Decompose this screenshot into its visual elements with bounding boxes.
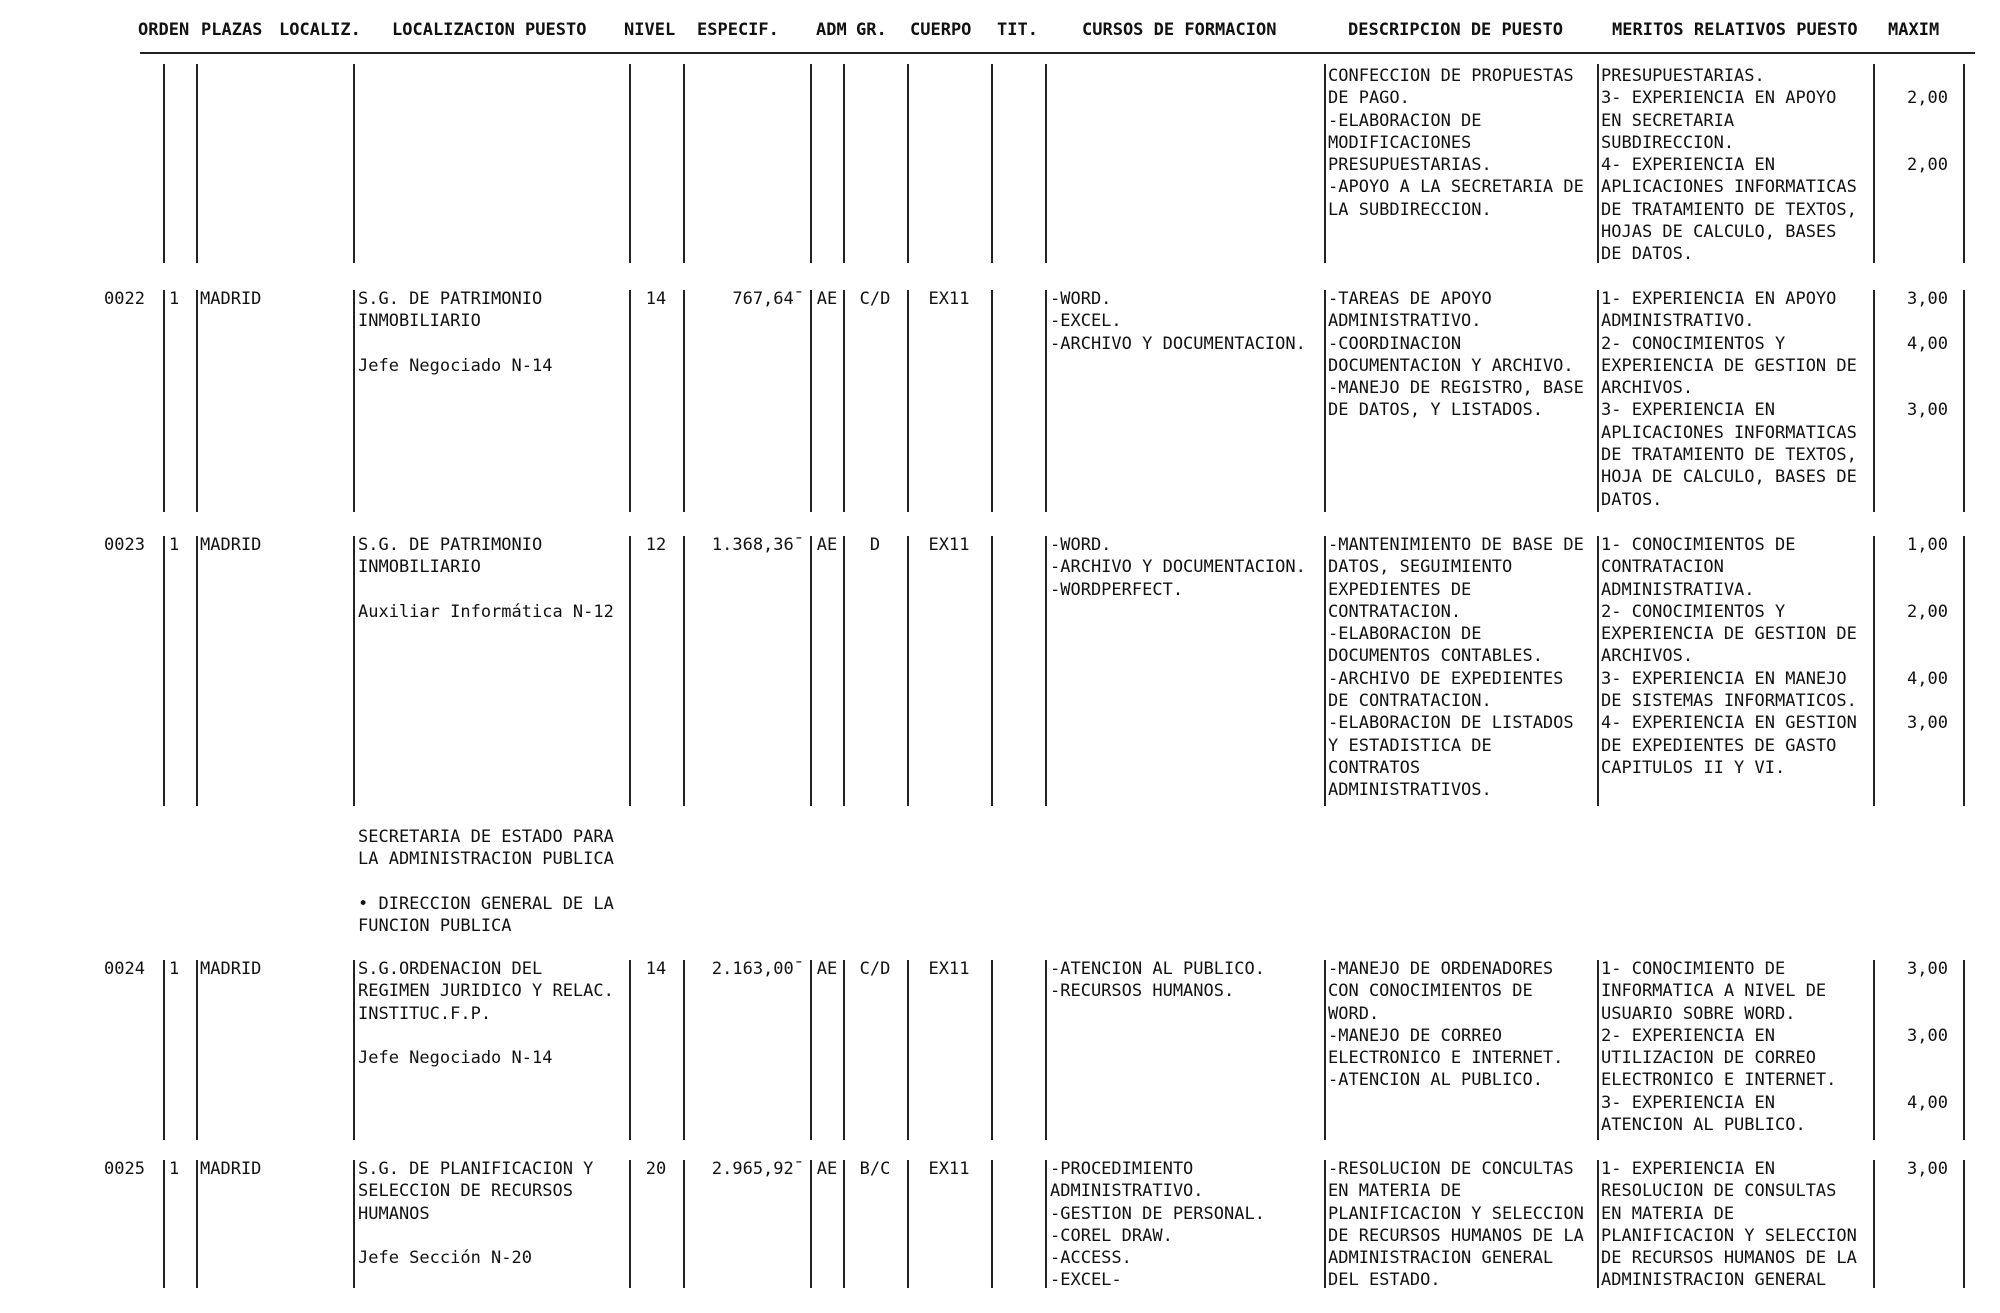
row-cursos: -PROCEDIMIENTO ADMINISTRATIVO. -GESTION DE PERSONAL. -COREL DRAW. -ACCESS. -EXCEL- [1050, 1159, 1265, 1291]
header-orden: ORDEN [138, 20, 190, 40]
row-adm: AE [816, 1159, 838, 1179]
header-tit: TIT. [997, 20, 1038, 40]
section-direccion: • DIRECCION GENERAL DE LA FUNCION PUBLICA [358, 894, 614, 937]
row-localiz: MADRID [200, 289, 262, 309]
row-nivel: 14 [645, 289, 667, 309]
header-descripcion: DESCRIPCION DE PUESTO [1348, 20, 1563, 40]
row-maxim: 3,00 4,00 3,00 [1907, 289, 1948, 421]
row-nivel: 12 [645, 535, 667, 555]
row-cursos: -ATENCION AL PUBLICO. -RECURSOS HUMANOS. [1050, 959, 1265, 1002]
header-localiz: LOCALIZ. [279, 20, 361, 40]
row-gr: C/D [859, 289, 891, 309]
header-nivel: NIVEL [624, 20, 676, 40]
header-rule [140, 52, 1975, 54]
row-plazas: 1 [169, 535, 180, 555]
row-meritos: 1- EXPERIENCIA EN RESOLUCION DE CONSULTAS EN MATERIA DE PLANIFICACION Y SELECCION DE RECURSOS HUMANOS DE LA ADMINISTRACION GENERAL [1601, 1159, 1857, 1291]
header-plazas: PLAZAS [201, 20, 263, 40]
row-descripcion: -MANTENIMIENTO DE BASE DE DATOS, SEGUIMIENTO EXPEDIENTES DE CONTRATACION. -ELABORACION DE DOCUMENTOS CONTABLES. -ARCHIVO DE EXPEDIENTES DE CONTRATACION. -ELABORACION DE LISTADOS Y ESTADISTICA DE CONTRATOS ADMINISTRATIVOS. [1328, 535, 1584, 801]
header-adm: ADM [816, 20, 847, 40]
row-especif: 2.163,00¯ [711, 959, 804, 979]
header-cursos: CURSOS DE FORMACION [1082, 20, 1277, 40]
row-orden: 0023 [104, 535, 145, 555]
row-unidad: S.G. DE PLANIFICACION Y SELECCION DE RECURSOS HUMANOS [358, 1159, 594, 1224]
row-cursos: -WORD. -ARCHIVO Y DOCUMENTACION. -WORDPERFECT. [1050, 535, 1306, 600]
row-orden: 0024 [104, 959, 145, 979]
header-maxim: MAXIM [1888, 20, 1940, 40]
row-cuerpo: EX11 [928, 959, 970, 979]
row-descripcion: -RESOLUCION DE CONCULTAS EN MATERIA DE PLANIFICACION Y SELECCION DE RECURSOS HUMANOS DE LA ADMINISTRACION GENERAL DEL ESTADO. [1328, 1159, 1584, 1291]
row-plazas: 1 [169, 959, 180, 979]
row-orden: 0025 [104, 1159, 145, 1179]
row-puesto: Auxiliar Informática N-12 [358, 602, 614, 622]
section-secretaria: SECRETARIA DE ESTADO PARA LA ADMINISTRACION PUBLICA [358, 827, 614, 870]
row-orden: 0022 [104, 289, 145, 309]
row-descripcion: -TAREAS DE APOYO ADMINISTRATIVO. -COORDINACION DOCUMENTACION Y ARCHIVO. -MANEJO DE REGISTRO, BASE DE DATOS, Y LISTADOS. [1328, 289, 1584, 421]
header-especif: ESPECIF. [697, 20, 779, 40]
row-plazas: 1 [169, 289, 180, 309]
row-nivel: 20 [645, 1159, 667, 1179]
row-unidad: S.G. DE PATRIMONIO INMOBILIARIO [358, 289, 543, 332]
row-puesto: Jefe Negociado N-14 [358, 356, 553, 376]
continuation-maxim: 2,00 2,00 [1907, 88, 1948, 176]
row-descripcion: -MANEJO DE ORDENADORES CON CONOCIMIENTOS DE WORD. -MANEJO DE CORREO ELECTRONICO E INTERNET. -ATENCION AL PUBLICO. [1328, 959, 1564, 1091]
header-meritos: MERITOS RELATIVOS PUESTO [1612, 20, 1858, 40]
row-meritos: 1- EXPERIENCIA EN APOYO ADMINISTRATIVO. 2- CONOCIMIENTOS Y EXPERIENCIA DE GESTION DE ARCHIVOS. 3- EXPERIENCIA EN APLICACIONES INFORMATICAS DE TRATAMIENTO DE TEXTOS, HOJA DE CALCULO, BASES DE DATOS. [1601, 289, 1857, 510]
row-localiz: MADRID [200, 1159, 262, 1179]
row-cuerpo: EX11 [928, 289, 970, 309]
row-maxim: 3,00 3,00 4,00 [1907, 959, 1948, 1113]
row-meritos: 1- CONOCIMIENTOS DE CONTRATACION ADMINISTRATIVA. 2- CONOCIMIENTOS Y EXPERIENCIA DE GESTION DE ARCHIVOS. 3- EXPERIENCIA EN MANEJO DE SISTEMAS INFORMATICOS. 4- EXPERIENCIA EN GESTION DE EXPEDIENTES DE GASTO CAPITULOS II Y VI. [1601, 535, 1857, 778]
row-cursos: -WORD. -EXCEL. -ARCHIVO Y DOCUMENTACION. [1050, 289, 1306, 354]
row-cuerpo: EX11 [928, 1159, 970, 1179]
row-adm: AE [816, 535, 838, 555]
row-nivel: 14 [645, 959, 667, 979]
header-gr: GR. [856, 20, 887, 40]
row-localiz: MADRID [200, 535, 262, 555]
row-especif: 2.965,92¯ [711, 1159, 804, 1179]
row-especif: 767,64¯ [732, 289, 804, 309]
row-puesto: Jefe Negociado N-14 [358, 1048, 553, 1068]
row-cuerpo: EX11 [928, 535, 970, 555]
continuation-descripcion: CONFECCION DE PROPUESTAS DE PAGO. -ELABORACION DE MODIFICACIONES PRESUPUESTARIAS. -APOYO A LA SECRETARIA DE LA SUBDIRECCION. [1328, 66, 1584, 220]
row-gr: B/C [859, 1159, 891, 1179]
header-localizacion-puesto: LOCALIZACION PUESTO [392, 20, 587, 40]
row-meritos: 1- CONOCIMIENTO DE INFORMATICA A NIVEL DE USUARIO SOBRE WORD. 2- EXPERIENCIA EN UTILIZACION DE CORREO ELECTRONICO E INTERNET. 3- EXPERIENCIA EN ATENCION AL PUBLICO. [1601, 959, 1837, 1136]
row-localiz: MADRID [200, 959, 262, 979]
continuation-meritos: PRESUPUESTARIAS. 3- EXPERIENCIA EN APOYO EN SECRETARIA SUBDIRECCION. 4- EXPERIENCIA EN APLICACIONES INFORMATICAS DE TRATAMIENTO DE TEXTOS, HOJAS DE CALCULO, BASES DE DATOS. [1601, 66, 1857, 265]
row-plazas: 1 [169, 1159, 180, 1179]
row-adm: AE [816, 959, 838, 979]
row-gr: C/D [859, 959, 891, 979]
row-maxim: 3,00 [1907, 1159, 1948, 1179]
row-gr: D [869, 535, 881, 555]
row-adm: AE [816, 289, 838, 309]
row-especif: 1.368,36¯ [711, 535, 804, 555]
row-unidad: S.G. DE PATRIMONIO INMOBILIARIO [358, 535, 543, 578]
header-cuerpo: CUERPO [910, 20, 972, 40]
row-unidad: S.G.ORDENACION DEL REGIMEN JURIDICO Y RELAC. INSTITUC.F.P. [358, 959, 614, 1024]
row-maxim: 1,00 2,00 4,00 3,00 [1907, 535, 1948, 734]
row-puesto: Jefe Sección N-20 [358, 1248, 532, 1268]
